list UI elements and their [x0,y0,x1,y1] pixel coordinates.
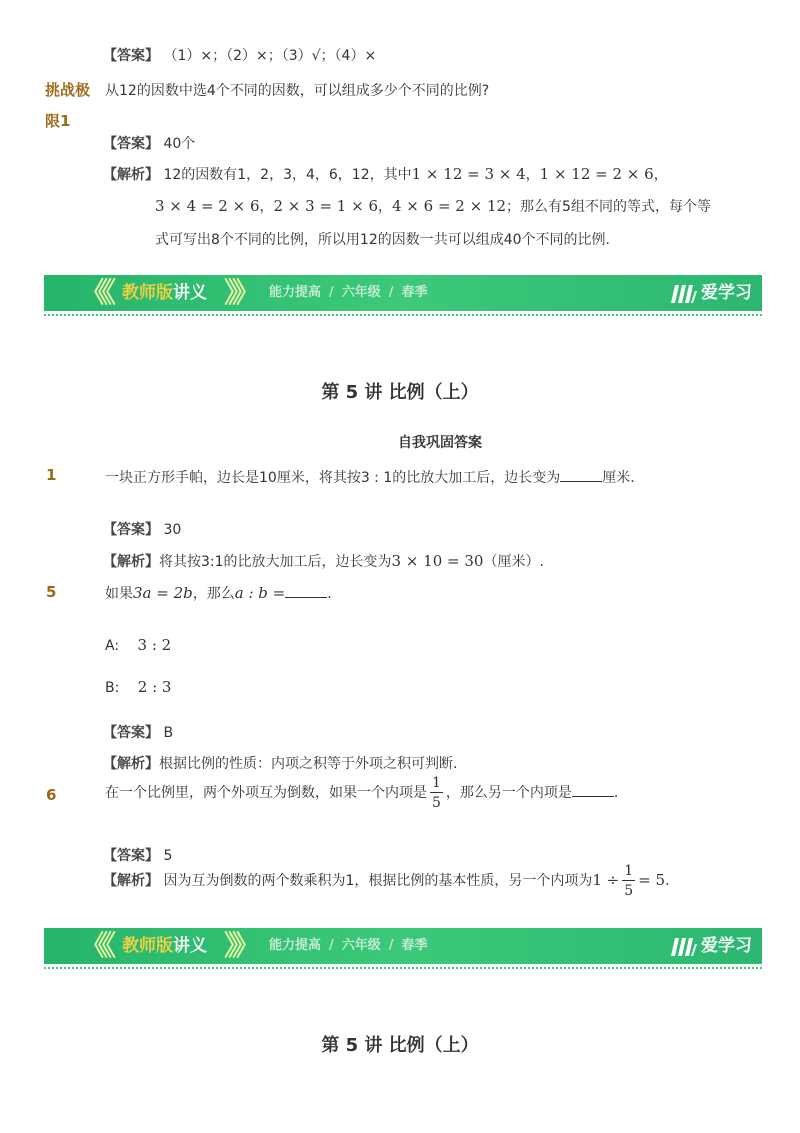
question-text-part: . [613,785,619,801]
fraction-numerator: 1 [432,775,441,791]
breadcrumb [269,275,428,311]
fraction [622,864,635,898]
question-number: 1 [46,466,57,484]
question-number: 6 [46,786,57,804]
answer-label: 【答案】 [103,522,159,538]
analysis-text: 根据比例的性质：内项之积等于外项之积可判断. [159,756,458,772]
banner-title [122,275,207,311]
option-value: 3 : 2 [137,636,172,654]
answer-value: 5 [163,848,173,864]
answer-blank [560,469,602,482]
answer-row [103,845,172,865]
math-expression: = 5 [638,871,666,889]
brand-logo [671,275,752,311]
crumb-season: 春季 [401,938,428,953]
separator: ， [259,199,274,215]
fraction-numerator: 1 [624,863,634,879]
answer-label: 【答案】 [103,848,159,864]
crumb-separator: / [329,285,334,300]
crumb-separator: / [388,285,394,300]
chevrons-right-icon: 》》 [224,276,255,309]
crumb-separator: / [388,938,394,953]
answer-blank [285,585,327,598]
brand-logo [671,928,752,964]
analysis-text: . [665,873,670,889]
answer-label: 【答案】 [103,48,159,64]
option-a[interactable] [105,636,171,654]
math-expression: a : b = [234,584,286,602]
answer-value: 40个 [163,136,196,152]
question-text-part: ，那么 [192,586,235,602]
banner-divider [44,314,762,316]
analysis-text: 12的因数有1，2，3，4，6，12，其中 [163,167,412,183]
math-expression: 3 × 10 = 30 [391,552,484,570]
analysis-text: ；那么有5组不同的等式，每个等 [506,199,711,215]
analysis-label: 【解析】 [103,167,159,183]
question-text-part: 厘米. [602,470,635,486]
challenge-question: 从12的因数中选4个不同的因数，可以组成多少个不同的比例? [105,83,490,99]
separator: ， [378,199,392,215]
fraction [430,776,443,810]
question-text-part: 如果 [105,586,133,602]
math-expression: 4 × 6 = 2 × 12 [392,197,507,215]
crumb-separator: / [329,938,334,953]
breadcrumb [269,928,428,964]
header-banner [44,275,762,311]
question-number: 5 [46,583,57,601]
crumb-grade: 六年级 [341,285,381,300]
math-expression: 3 × 4 = 2 × 6 [155,197,260,215]
banner-title [122,928,207,964]
header-banner [44,928,762,964]
chevrons-left-icon: 《《 [80,276,111,309]
option-label: A: [105,638,120,654]
separator: ， [653,167,668,183]
answer-value: B [163,725,174,741]
question-text-part: 在一个比例里，两个外项互为倒数，如果一个内项是 [105,785,427,801]
banner-title-teacher: 教师版 [122,283,173,303]
challenge-analysis-line1 [103,164,668,184]
math-expression: 1 ÷ [592,871,620,889]
chevrons-right-icon: 》》 [224,929,255,962]
brand-logo-icon [671,283,697,303]
analysis-text: 将其按3:1的比放大加工后，边长变为 [159,554,392,570]
banner-title-handout: 讲义 [173,283,207,303]
answer-label: 【答案】 [103,136,159,152]
option-b[interactable] [105,678,171,696]
banner-title-teacher: 教师版 [122,936,173,956]
math-expression: 2 × 3 = 1 × 6 [273,197,378,215]
crumb-level: 能力提高 [269,285,322,300]
analysis-row [103,551,544,571]
analysis-label: 【解析】 [103,554,159,570]
challenge-label-line1: 挑战极 [45,81,91,99]
analysis-text: （厘米）. [483,554,544,570]
challenge-analysis-line3: 式可写出8个不同的比例，所以用12的因数一共可以组成40个不同的比例. [155,232,610,248]
crumb-grade: 六年级 [341,938,381,953]
prev-answer-row [103,45,376,65]
analysis-text: 因为互为倒数的两个数乘积为1，根据比例的基本性质，另一个内项为 [163,873,593,889]
challenge-label-line2: 限1 [45,112,71,130]
question-text-part: ，那么另一个内项是 [445,785,572,801]
fraction-denominator: 5 [624,883,634,899]
section-title: 自我巩固答案 [398,435,482,451]
option-label: B: [105,680,120,696]
answer-value: 30 [163,522,182,538]
crumb-level: 能力提高 [269,938,322,953]
question-text-part: 一块正方形手帕，边长是10厘米，将其按3 : 1的比放大加工后，边长变为 [105,470,561,486]
option-value: 2 : 3 [137,678,172,696]
analysis-row [103,753,457,773]
math-expression: 3a = 2b [133,584,193,602]
lecture-title: 第 5 讲 比例（上） [321,1035,479,1056]
challenge-answer-row [103,133,195,153]
crumb-season: 春季 [401,285,428,300]
banner-title-handout: 讲义 [173,936,207,956]
math-expression: 1 × 12 = 3 × 4 [411,165,526,183]
question-text [105,467,635,487]
analysis-row [103,864,670,898]
analysis-label: 【解析】 [103,873,159,889]
fraction-denominator: 5 [432,795,441,811]
answer-blank [572,784,614,797]
answer-row [103,722,173,742]
lecture-title: 第 5 讲 比例（上） [321,382,479,403]
question-text-part: . [327,586,332,602]
banner-divider [44,967,762,969]
brand-logo-text: 爱学习 [701,936,752,956]
separator: ， [525,167,540,183]
brand-logo-text: 爱学习 [701,283,752,303]
answer-value: （1）×；（2）×；（3）√；（4）× [163,48,377,64]
chevrons-left-icon: 《《 [80,929,111,962]
challenge-analysis-line2 [155,196,711,216]
answer-label: 【答案】 [103,725,159,741]
math-expression: 1 × 12 = 2 × 6 [539,165,654,183]
question-text [105,583,332,603]
answer-row [103,519,181,539]
question-text [105,776,618,810]
analysis-label: 【解析】 [103,756,159,772]
brand-logo-icon [671,936,697,956]
